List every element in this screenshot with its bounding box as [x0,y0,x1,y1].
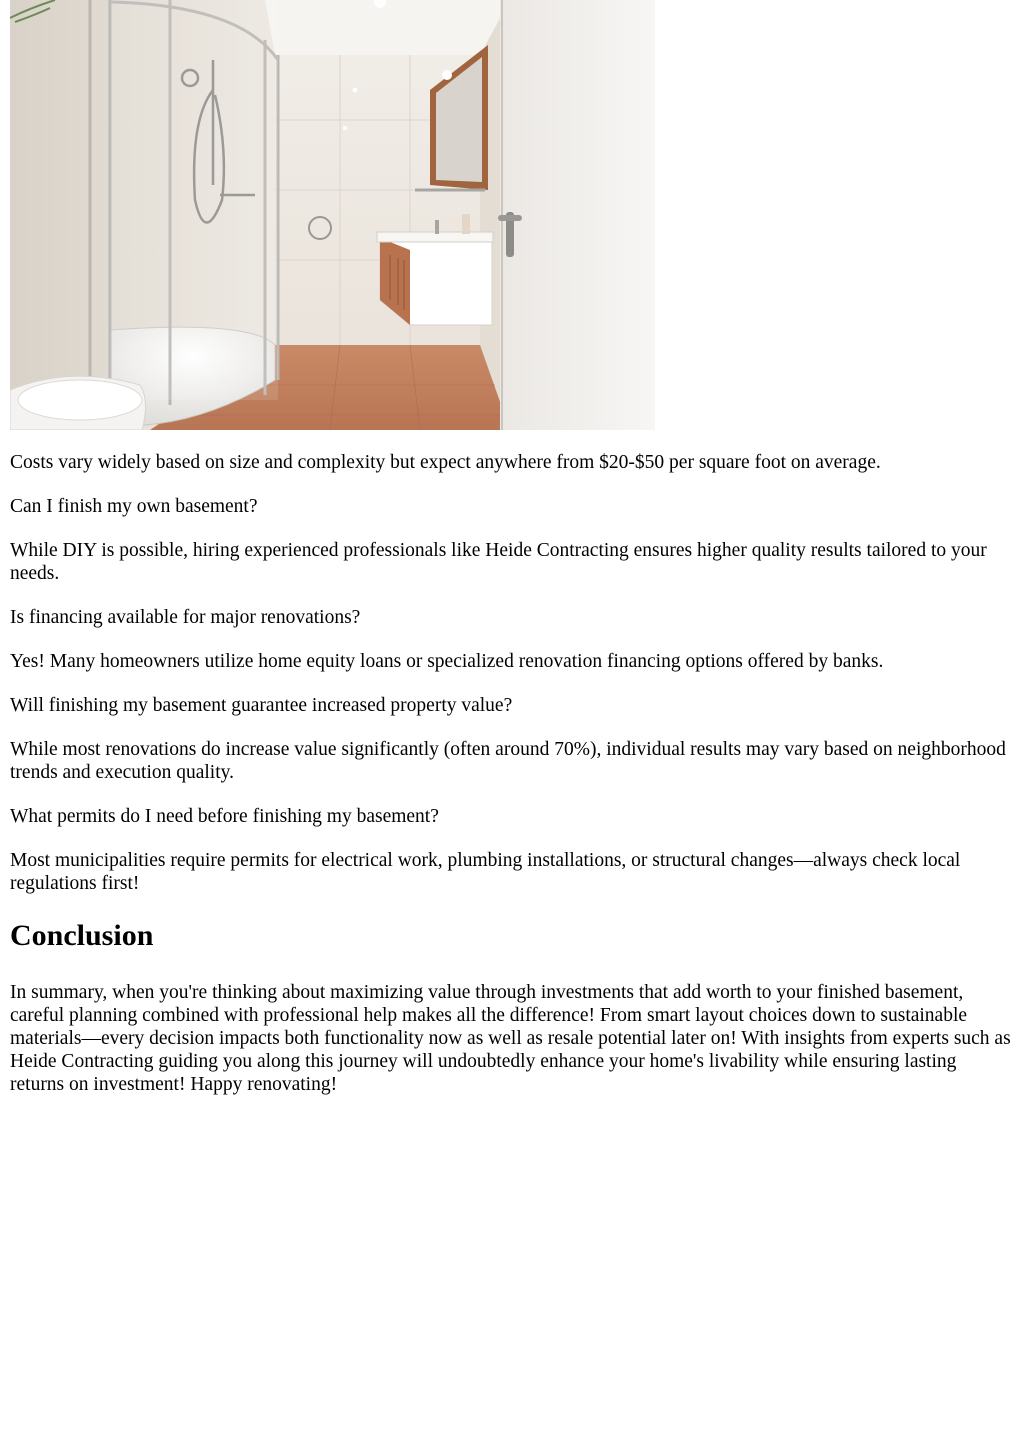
faq-answer-value: While most renovations do increase value significantly (often around 70%), individual results may vary based on neighborhood trends and execution quality. [10,739,1006,783]
faq-question-value: Will finishing my basement guarantee increased property value? [10,695,513,716]
conclusion-body: In summary, when you're thinking about maximizing value through investments that add worth to your finished basement, careful planning combined with professional help makes all the difference! From smart layout choices down to sustainable materials—every decision impacts both functionality now as well as resale potential later on! With insights from experts such as Heide Contracting guiding you along this journey will undoubtedly enhance your home's livability while ensuring lasting returns on investment! Happy renovating! [10,982,1011,1095]
faq-answer-diy: While DIY is possible, hiring experienced professionals like Heide Contracting ensures higher quality results tailored to your needs. [10,540,987,584]
faq-answer-permits: Most municipalities require permits for electrical work, plumbing installations, or structural changes—always check local regulations first! [10,850,961,894]
article [10,0,1014,1096]
faq-answer-cost: Costs vary widely based on size and complexity but expect anywhere from $20-$50 per square foot on average. [10,452,881,473]
faq-question-financing: Is financing available for major renovations? [10,607,361,628]
faq-answer-financing: Yes! Many homeowners utilize home equity loans or specialized renovation financing options offered by banks. [10,651,884,672]
faq-question-diy: Can I finish my own basement? [10,496,258,517]
conclusion-heading: Conclusion [10,919,154,952]
faq-question-permits: What permits do I need before finishing my basement? [10,806,439,827]
bathroom-photo [10,0,655,430]
